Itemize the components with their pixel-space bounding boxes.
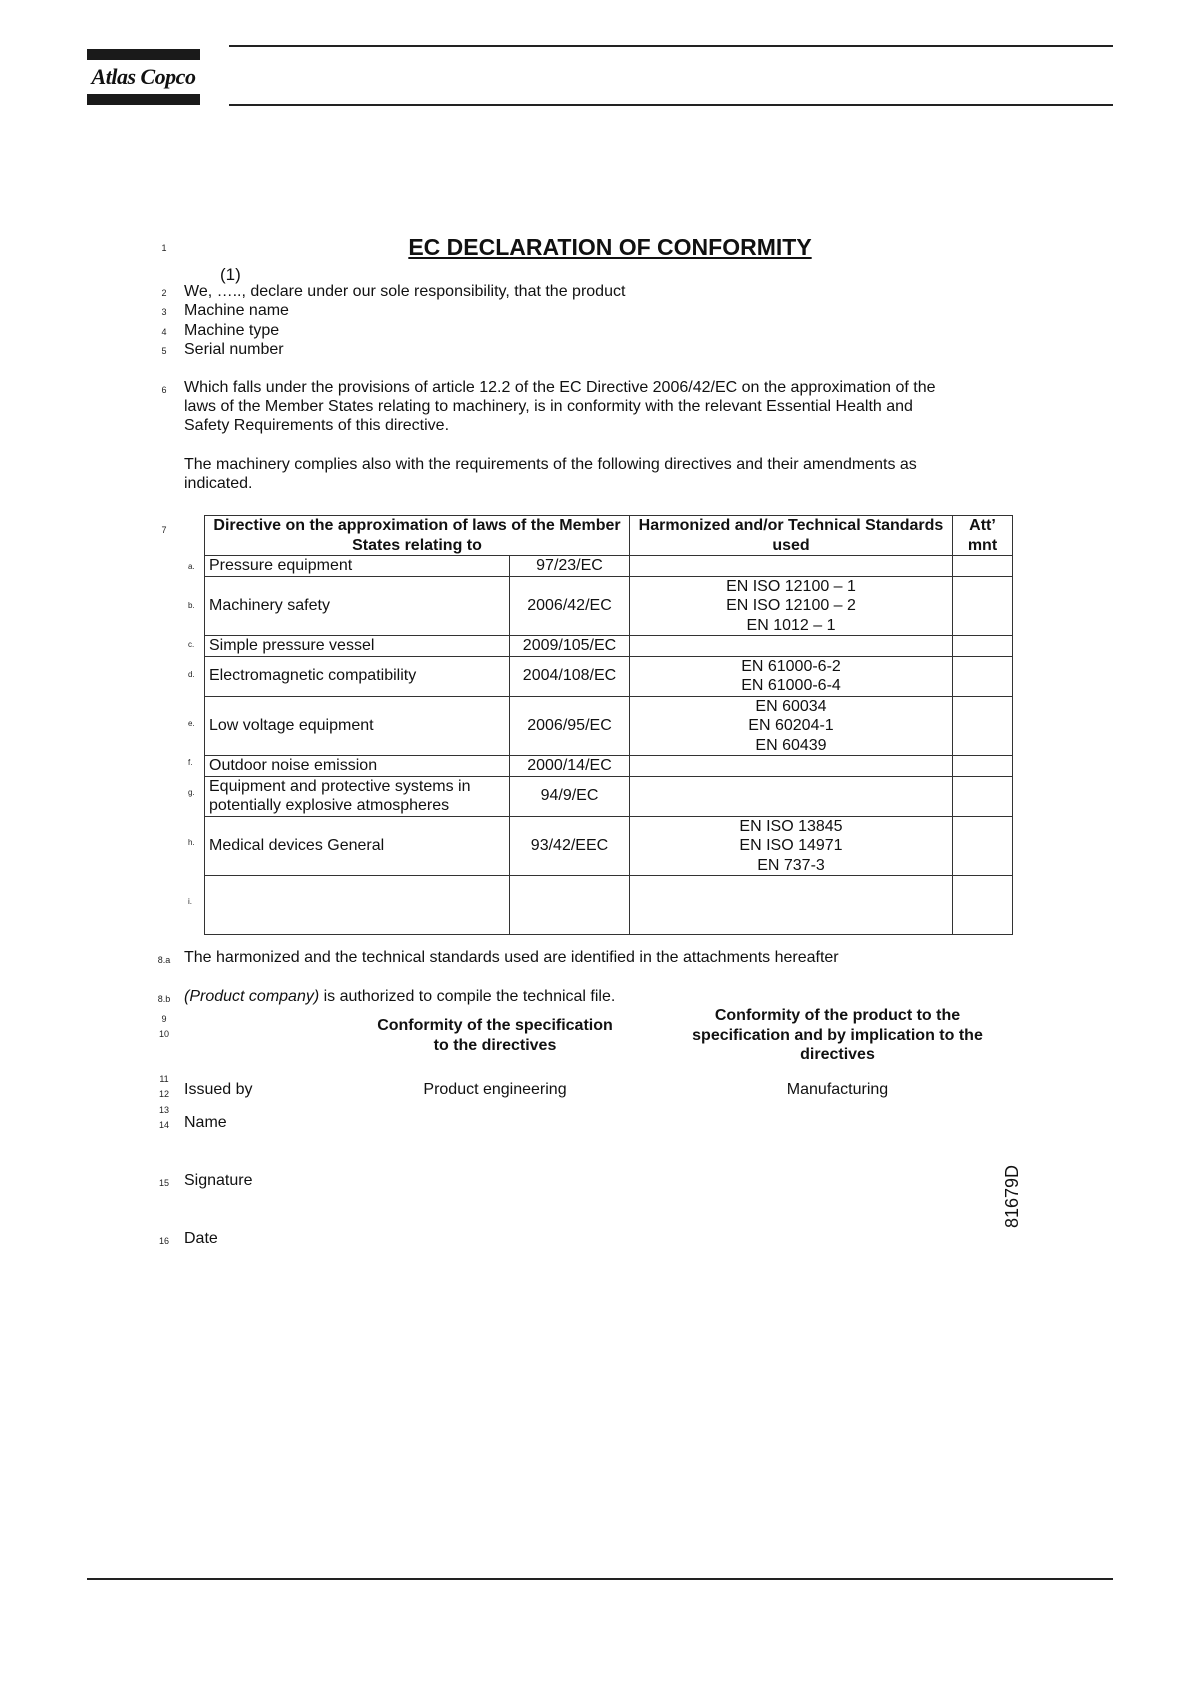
- signature-label: Signature: [184, 1172, 253, 1189]
- directive-code: 2000/14/EC: [510, 756, 630, 777]
- directive-name: Simple pressure vessel: [205, 636, 510, 657]
- line-number-7: 7: [161, 525, 167, 535]
- line-number-4: 4: [161, 327, 167, 337]
- footnote-marker: (1): [220, 265, 241, 284]
- row-letter-h: h.: [188, 838, 195, 847]
- table-row: [205, 756, 1013, 777]
- logo-bar-top: [87, 49, 200, 60]
- line-8a-text: The harmonized and the technical standards used are identified in the attachments hereafter: [184, 949, 839, 966]
- attachment-cell: [953, 696, 1013, 756]
- paragraph-also-line-2: indicated.: [184, 475, 253, 492]
- header-standards: Harmonized and/or Technical Standards used: [630, 516, 953, 556]
- line-number-3: 3: [161, 307, 167, 317]
- line-number-6: 6: [161, 385, 167, 395]
- table-header-row: [205, 516, 1013, 556]
- directives-table: [204, 515, 1013, 935]
- directive-code: 2006/95/EC: [510, 696, 630, 756]
- standards-cell: [630, 556, 953, 577]
- row-letter-b: b.: [188, 601, 195, 610]
- product-company: (Product company): [184, 988, 320, 1005]
- date-label: Date: [184, 1230, 218, 1247]
- standards-cell: EN ISO 12100 – 1 EN ISO 12100 – 2 EN 1012 – 1: [630, 576, 953, 636]
- table-row: [205, 556, 1013, 577]
- product-engineering-label: Product engineering: [423, 1081, 567, 1098]
- row-letter-g: g.: [188, 788, 195, 797]
- row-letter-i: i.: [188, 897, 192, 906]
- line-number-16: 16: [158, 1236, 169, 1246]
- standards-cell: EN 61000-6-2 EN 61000-6-4: [630, 656, 953, 696]
- directive-name: Outdoor noise emission: [205, 756, 510, 777]
- line-number-2: 2: [161, 288, 167, 298]
- line-number-5: 5: [161, 346, 167, 356]
- conformity-product-heading: Conformity of the product to the specification and by implication to the directives: [692, 1007, 983, 1063]
- attachment-cell: [953, 756, 1013, 777]
- directive-name: Machinery safety: [205, 576, 510, 636]
- table-row: [205, 656, 1013, 696]
- directive-code: 2009/105/EC: [510, 636, 630, 657]
- directive-code: [510, 876, 630, 935]
- attachment-cell: [953, 816, 1013, 876]
- intro-declaration: We, ….., declare under our sole responsibility, that the product: [184, 283, 626, 300]
- standards-cell: [630, 776, 953, 816]
- row-letter-a: a.: [188, 562, 195, 571]
- table-row: [205, 876, 1013, 935]
- directive-name: Low voltage equipment: [205, 696, 510, 756]
- line-number-14: 14: [158, 1120, 169, 1130]
- table-row: [205, 776, 1013, 816]
- manufacturing-label: Manufacturing: [786, 1081, 889, 1098]
- issued-by-label: Issued by: [184, 1081, 253, 1098]
- attachment-cell: [953, 656, 1013, 696]
- atlas-copco-logo: Atlas Copco: [91, 64, 196, 89]
- attachment-cell: [953, 636, 1013, 657]
- standards-cell: [630, 756, 953, 777]
- logo-bar-bottom: [87, 94, 200, 105]
- name-label: Name: [184, 1114, 227, 1131]
- standards-cell: EN ISO 13845 EN ISO 14971 EN 737-3: [630, 816, 953, 876]
- header-directive: Directive on the approximation of laws of the Member States relating to: [205, 516, 630, 556]
- conformity-spec-heading: Conformity of the specification to the directives: [377, 1017, 613, 1054]
- header-attachment: Att’ mnt: [953, 516, 1013, 556]
- directive-code: 2004/108/EC: [510, 656, 630, 696]
- row-letter-d: d.: [188, 670, 195, 679]
- directive-name: Equipment and protective systems in potentially explosive atmospheres: [205, 776, 510, 816]
- footer-rule: [87, 1578, 1113, 1580]
- table-row: [205, 696, 1013, 756]
- line-number-11: 11: [159, 1074, 169, 1084]
- directive-name: Electromagnetic compatibility: [205, 656, 510, 696]
- paragraph-6-line-1: Which falls under the provisions of article 12.2 of the EC Directive 2006/42/EC on the approximation of the: [184, 379, 936, 396]
- directive-code: 97/23/EC: [510, 556, 630, 577]
- header-rule-bottom: [229, 104, 1113, 106]
- attachment-cell: [953, 776, 1013, 816]
- serial-number-label: Serial number: [184, 341, 284, 358]
- directive-code: 2006/42/EC: [510, 576, 630, 636]
- machine-name-label: Machine name: [184, 302, 289, 319]
- attachment-cell: [953, 576, 1013, 636]
- directive-name: Medical devices General: [205, 816, 510, 876]
- table-row: [205, 576, 1013, 636]
- machine-type-label: Machine type: [184, 322, 280, 339]
- line-number-9: 9: [161, 1014, 167, 1024]
- row-letter-c: c.: [188, 640, 195, 649]
- line-8b-rest: is authorized to compile the technical file.: [319, 988, 616, 1005]
- header-rule-top: [229, 45, 1113, 47]
- paragraph-6-line-3: Safety Requirements of this directive.: [184, 417, 450, 434]
- paragraph-also-line-1: The machinery complies also with the requirements of the following directives and their amendments as: [184, 456, 917, 473]
- line-number-8a: 8.a: [157, 955, 171, 965]
- standards-cell: [630, 636, 953, 657]
- standards-cell: EN 60034 EN 60204-1 EN 60439: [630, 696, 953, 756]
- line-8b-text: [184, 987, 615, 1007]
- row-letter-e: e.: [188, 719, 195, 728]
- line-number-15: 15: [158, 1178, 169, 1188]
- document-code: 81679D: [1002, 1164, 1022, 1228]
- row-letter-f: f.: [188, 758, 193, 767]
- line-number-10: 10: [158, 1029, 169, 1039]
- attachment-cell: [953, 556, 1013, 577]
- page-title: EC DECLARATION OF CONFORMITY: [408, 234, 812, 260]
- attachment-cell: [953, 876, 1013, 935]
- directive-code: 93/42/EEC: [510, 816, 630, 876]
- directive-name: Pressure equipment: [205, 556, 510, 577]
- paragraph-6-line-2: laws of the Member States relating to machinery, is in conformity with the relevant Essential Health and: [184, 398, 913, 415]
- table-row: [205, 636, 1013, 657]
- line-number-8b: 8.b: [157, 994, 171, 1004]
- directive-code: 94/9/EC: [510, 776, 630, 816]
- line-number-12: 12: [158, 1089, 169, 1099]
- line-number-13: 13: [158, 1105, 169, 1115]
- line-number-1: 1: [161, 243, 167, 253]
- directive-name: [205, 876, 510, 935]
- table-row: [205, 816, 1013, 876]
- standards-cell: [630, 876, 953, 935]
